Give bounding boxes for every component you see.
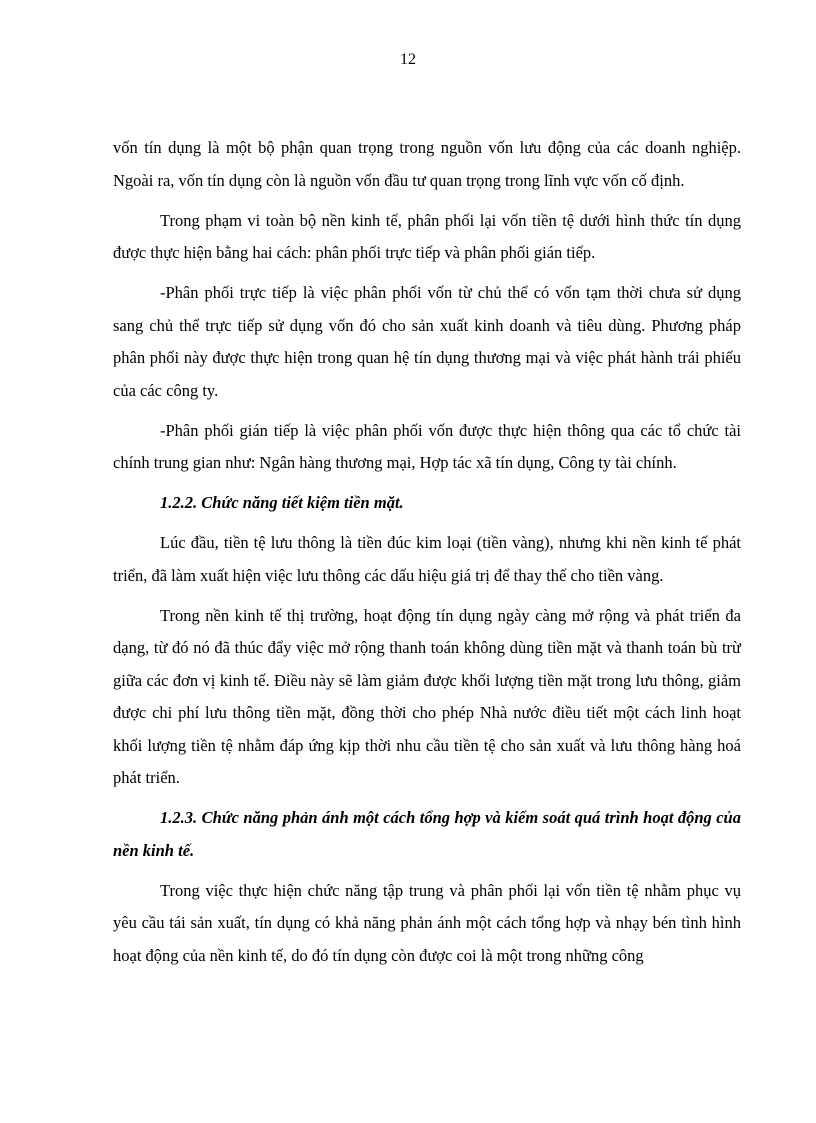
section-heading-1-2-3: 1.2.3. Chức năng phản ánh một cách tổng hợp và kiểm soát quá trình hoạt động của nền kinh tế. [113, 808, 741, 860]
page-number: 12 [400, 51, 416, 68]
paragraph-metal-money: Lúc đầu, tiền tệ lưu thông là tiền đúc kim loại (tiền vàng), nhưng khi nền kinh tế phát triển, đã làm xuất hiện việc lưu thông các dấu hiệu giá trị để thay thế cho tiền vàng. [113, 533, 741, 585]
paragraph-direct-distribution: -Phân phối trực tiếp là việc phân phối vốn từ chủ thể có vốn tạm thời chưa sử dụng sang chủ thể trực tiếp sử dụng vốn đó cho sản xuất kinh doanh và tiêu dùng. Phương pháp phân phối này được thực hiện trong quan hệ tín dụng thương mại và việc phát hành trái phiếu của các công ty. [113, 283, 741, 400]
paragraph-redistribution: Trong phạm vi toàn bộ nền kinh tế, phân phối lại vốn tiền tệ dưới hình thức tín dụng được thực hiện bằng hai cách: phân phối trực tiếp và phân phối gián tiếp. [113, 210, 741, 262]
document-body [113, 132, 741, 980]
paragraph-indirect-distribution: -Phân phối gián tiếp là việc phân phối vốn được thực hiện thông qua các tổ chức tài chính trung gian như: Ngân hàng thương mại, Hợp tác xã tín dụng, Công ty tài chính. [113, 420, 741, 472]
section-heading-1-2-2: 1.2.2. Chức năng tiết kiệm tiền mặt. [160, 493, 404, 512]
paragraph-market-economy: Trong nền kinh tế thị trường, hoạt động tín dụng ngày càng mở rộng và phát triển đa dạng, từ đó nó đã thúc đẩy việc mở rộng thanh toán không dùng tiền mặt và thanh toán bù trừ giữa các đơn vị kinh tế. Điều này sẽ làm giảm được khối lượng tiền mặt trong lưu thông, giảm được chi phí lưu thông tiền mặt, đồng thời cho phép Nhà nước điều tiết một cách linh hoạt khối lượng tiền tệ nhằm đáp ứng kịp thời nhu cầu tiền tệ cho sản xuất và lưu thông hàng hoá phát triển. [113, 605, 741, 787]
paragraph-reflection-function: Trong việc thực hiện chức năng tập trung và phân phối lại vốn tiền tệ nhằm phục vụ yêu cầu tái sản xuất, tín dụng có khả năng phản ánh một cách tổng hợp và nhạy bén tình hình hoạt động của nền kinh tế, do đó tín dụng còn được coi là một trong những công [113, 880, 741, 965]
paragraph-continuation: vốn tín dụng là một bộ phận quan trọng trong nguồn vốn lưu động của các doanh nghiệp. Ngoài ra, vốn tín dụng còn là nguồn vốn đầu tư quan trọng trong lĩnh vực vốn cố định. [113, 138, 741, 190]
